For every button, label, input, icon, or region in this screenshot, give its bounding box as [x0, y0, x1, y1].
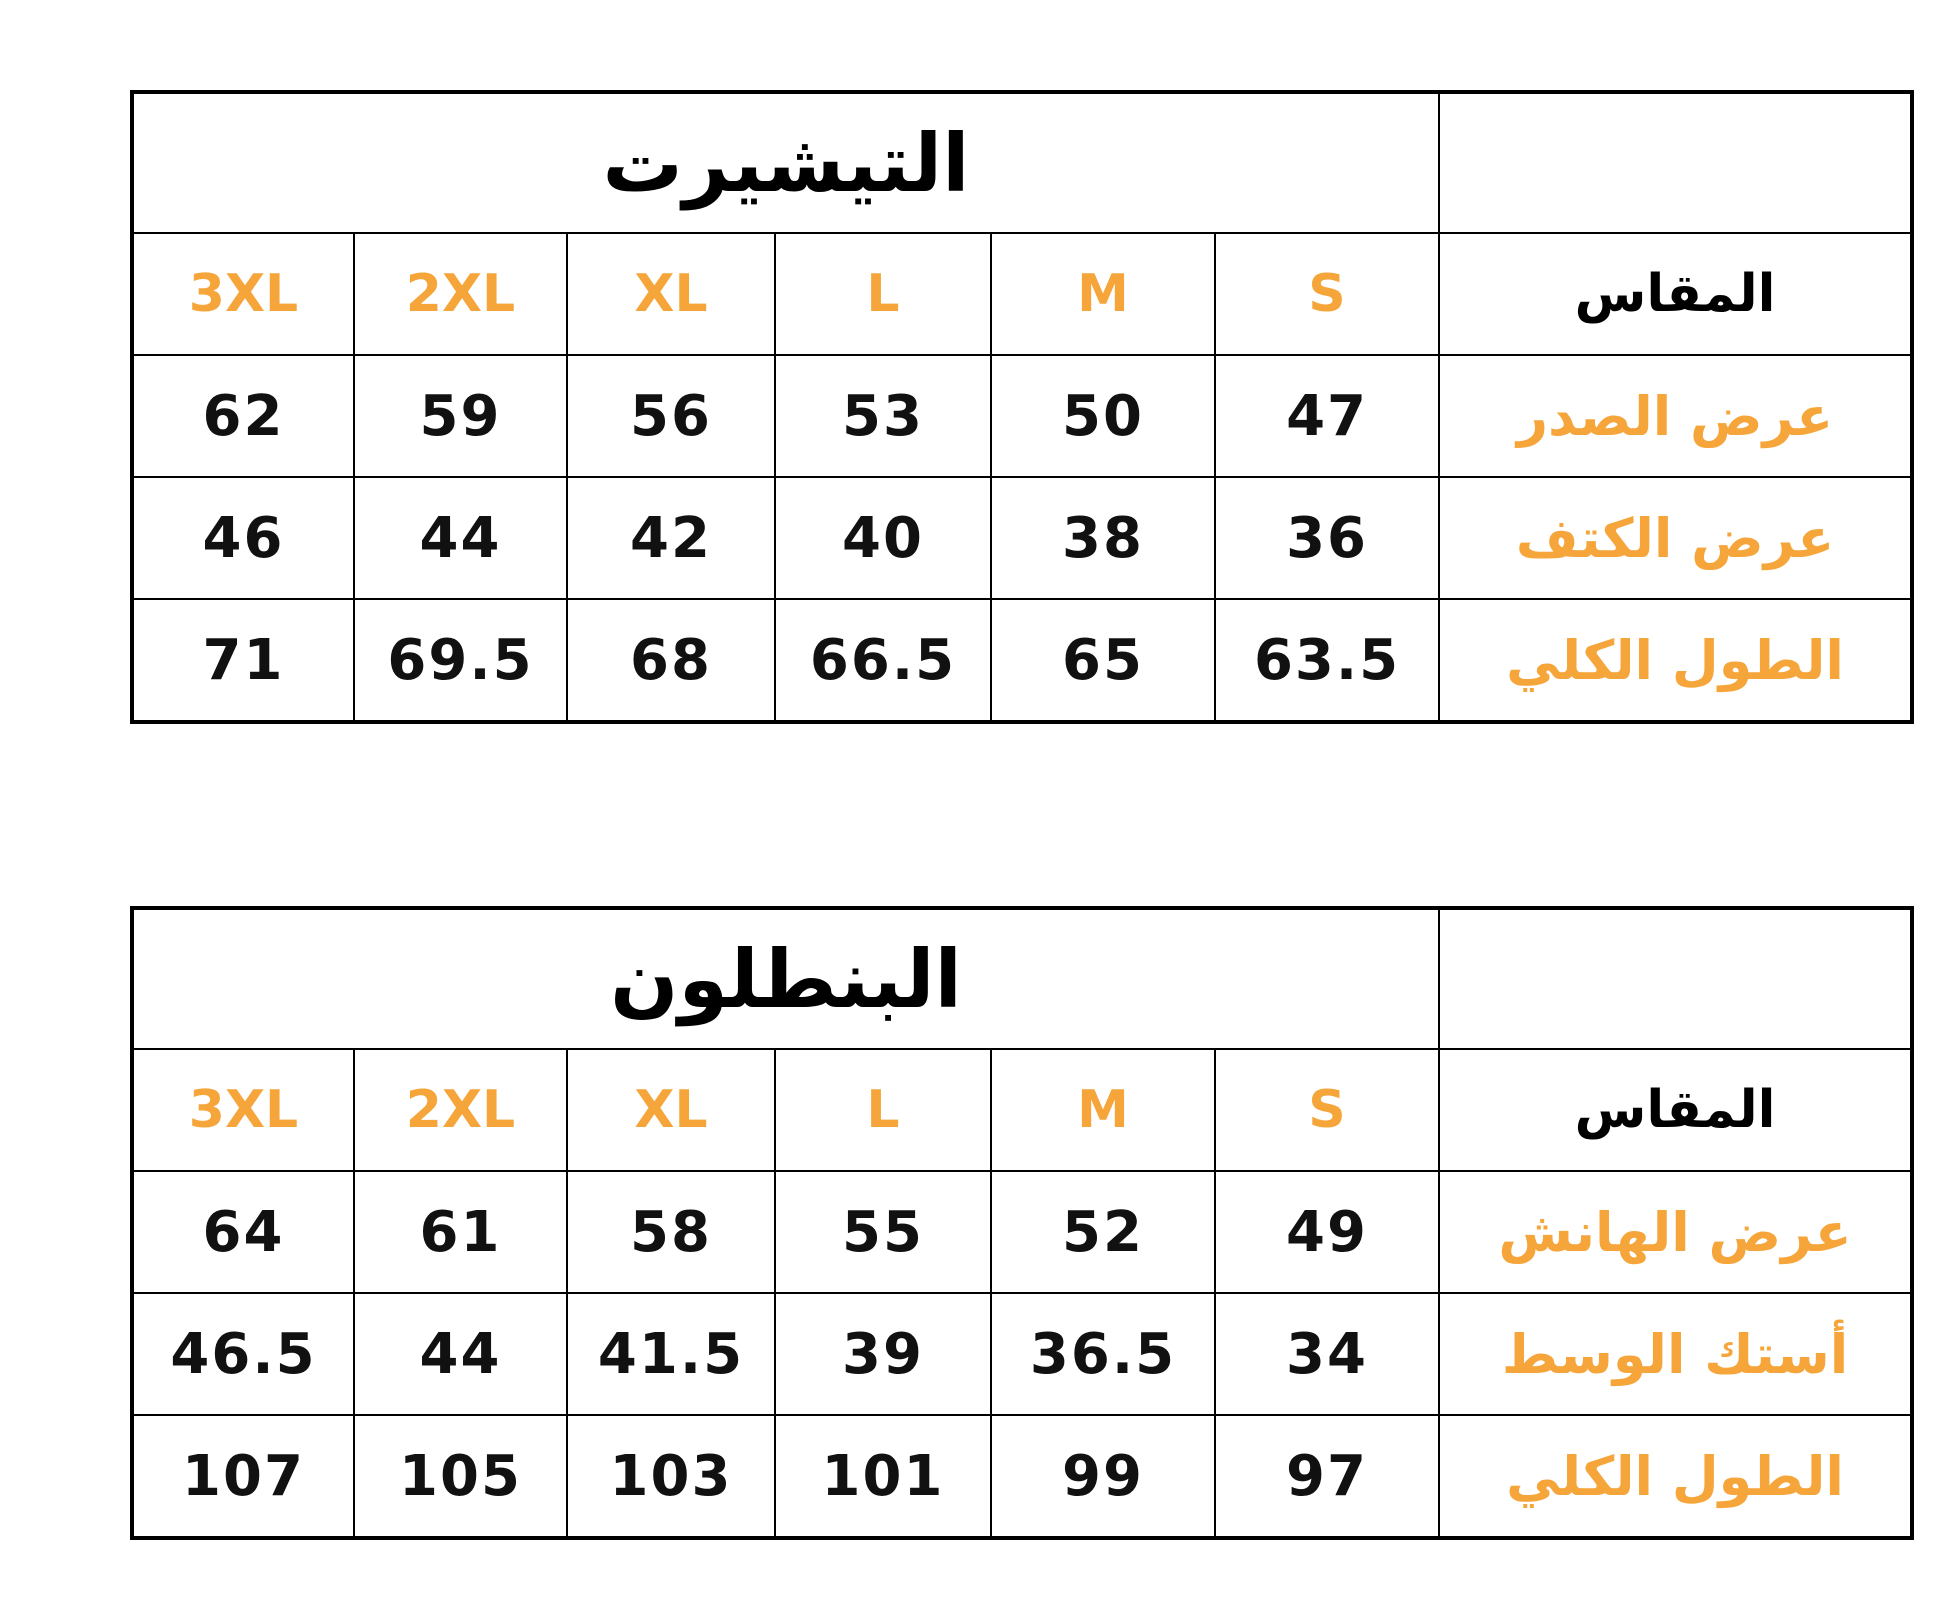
value-cell: 40	[775, 477, 991, 599]
size-header-m: M	[991, 233, 1215, 355]
value-cell: 39	[775, 1293, 991, 1415]
size-header-2xl: 2XL	[354, 1049, 567, 1171]
value-cell: 58	[567, 1171, 775, 1293]
size-header-m: M	[991, 1049, 1215, 1171]
value-cell: 99	[991, 1415, 1215, 1538]
row-label-waist-elastic: أستك الوسط	[1439, 1293, 1912, 1415]
size-header-l: L	[775, 233, 991, 355]
value-cell: 62	[132, 355, 354, 477]
value-cell: 46	[132, 477, 354, 599]
value-cell: 103	[567, 1415, 775, 1538]
pants-size-table	[130, 906, 1914, 1540]
table-row	[132, 1171, 1912, 1293]
value-cell: 55	[775, 1171, 991, 1293]
value-cell: 61	[354, 1171, 567, 1293]
value-cell: 49	[1215, 1171, 1439, 1293]
value-cell: 69.5	[354, 599, 567, 722]
value-cell: 53	[775, 355, 991, 477]
table-row	[132, 1293, 1912, 1415]
value-cell: 36	[1215, 477, 1439, 599]
value-cell: 63.5	[1215, 599, 1439, 722]
value-cell: 64	[132, 1171, 354, 1293]
size-header-3xl: 3XL	[132, 233, 354, 355]
value-cell: 68	[567, 599, 775, 722]
value-cell: 107	[132, 1415, 354, 1538]
table-row	[132, 1415, 1912, 1538]
tshirt-size-table	[130, 90, 1914, 724]
value-cell: 65	[991, 599, 1215, 722]
size-header-xl: XL	[567, 1049, 775, 1171]
table-row	[132, 599, 1912, 722]
size-header-s: S	[1215, 233, 1439, 355]
row-label-total-length: الطول الكلي	[1439, 599, 1912, 722]
size-header-xl: XL	[567, 233, 775, 355]
row-label-total-length: الطول الكلي	[1439, 1415, 1912, 1538]
value-cell: 71	[132, 599, 354, 722]
size-header-2xl: 2XL	[354, 233, 567, 355]
value-cell: 52	[991, 1171, 1215, 1293]
row-label-hip-width: عرض الهانش	[1439, 1171, 1912, 1293]
size-label-header: المقاس	[1439, 233, 1912, 355]
table-row	[132, 477, 1912, 599]
value-cell: 97	[1215, 1415, 1439, 1538]
value-cell: 59	[354, 355, 567, 477]
empty-corner-cell	[1439, 92, 1912, 233]
value-cell: 66.5	[775, 599, 991, 722]
table-row	[132, 355, 1912, 477]
value-cell: 56	[567, 355, 775, 477]
value-cell: 44	[354, 1293, 567, 1415]
value-cell: 36.5	[991, 1293, 1215, 1415]
size-label-header: المقاس	[1439, 1049, 1912, 1171]
value-cell: 101	[775, 1415, 991, 1538]
size-header-l: L	[775, 1049, 991, 1171]
row-label-shoulder-width: عرض الكتف	[1439, 477, 1912, 599]
size-header-s: S	[1215, 1049, 1439, 1171]
value-cell: 38	[991, 477, 1215, 599]
tshirt-table-title: التيشيرت	[132, 92, 1439, 233]
value-cell: 44	[354, 477, 567, 599]
pants-table-title: البنطلون	[132, 908, 1439, 1049]
value-cell: 46.5	[132, 1293, 354, 1415]
empty-corner-cell	[1439, 908, 1912, 1049]
value-cell: 34	[1215, 1293, 1439, 1415]
row-label-chest-width: عرض الصدر	[1439, 355, 1912, 477]
value-cell: 105	[354, 1415, 567, 1538]
value-cell: 47	[1215, 355, 1439, 477]
value-cell: 42	[567, 477, 775, 599]
value-cell: 41.5	[567, 1293, 775, 1415]
value-cell: 50	[991, 355, 1215, 477]
size-header-3xl: 3XL	[132, 1049, 354, 1171]
